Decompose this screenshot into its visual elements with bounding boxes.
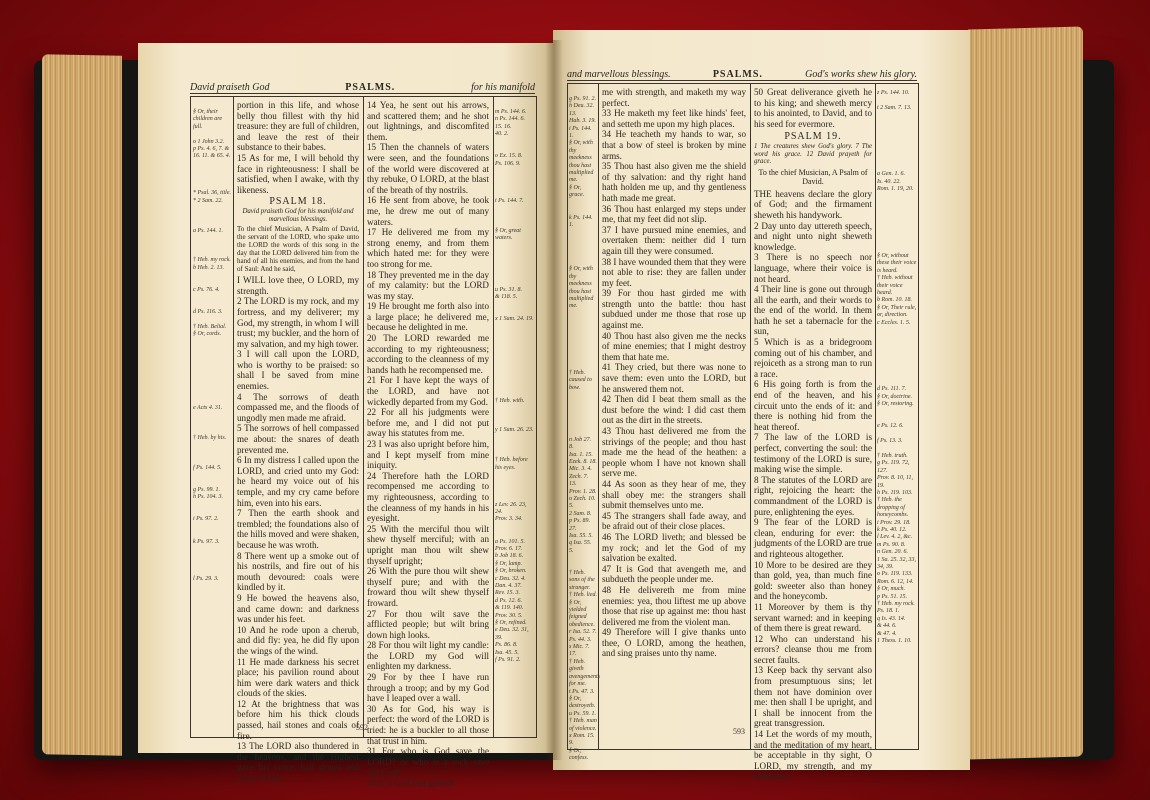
left-running-head bbox=[190, 79, 535, 94]
left-col2-text: 14 Yea, he sent out his arrows, and scattered them; and he shot out lightnings, and discomfited them. 15 Then the channels of waters were seen, and the foundations of the world were discovered at thy rebuke, O LORD, at the blast of the breath of thy nostrils. 16 He sent from above, he took me, he drew me out of many waters. 17 He delivered me from my strong enemy, and from them which hated me: for they were too strong for me. 18 They prevented me in the day of my calamity: but the LORD was my stay. 19 He brought me forth also into a large place; he delivered me, because he delighted in me. 20 The LORD rewarded me according to my righteousness; according to the cleanness of my hands hath he recompensed me. 21 For I have kept the ways of the LORD, and have not wickedly departed from my God. 22 For all his judgments were before me, and I did not put away his statutes from me. 23 I was also upright before him, and I kept myself from mine iniquity. 24 Therefore hath the LORD recompensed me according to my righteousness, according to the cleanness of my hands in his eyesight. 25 With the merciful thou wilt shew thyself merciful; with an upright man thou wilt shew thyself upright; 26 With the pure thou wilt shew thyself pure; and with the froward thou wilt shew thyself froward. 27 For thou wilt save the afflicted people; but wilt bring down high looks. 28 For thou wilt light my candle: the LORD my God will enlighten my darkness. 29 For by thee I have run through a troop; and by my God have I leaped over a wall. 30 As for God, his way is perfect: the word of the LORD is tried: he is a buckler to all those that trust in him. 31 For who is God save the LORD? or who is a rock save our God? 32 It is God that girdeth bbox=[367, 100, 489, 788]
page-edges-left bbox=[42, 54, 122, 755]
left-col1-text: portion in this life, and whose belly thou fillest with thy hid treasure: they are full of children, and leave the rest of their substance to their babes. 15 As for me, I will behold thy face in righteousness: I shall be satisfied, when I awake, with thy likeness. bbox=[237, 100, 359, 195]
left-page bbox=[138, 43, 553, 788]
psalm-19-summary: 1 The creatures shew God's glory. 7 The word his grace. 12 David prayeth for grace. bbox=[754, 142, 872, 166]
left-head-center: PSALMS. bbox=[345, 82, 396, 93]
psalm-18-superscription: To the chief Musician, A Psalm of David, the servant of the LORD, who spake unto the LORD the words of this song in the day that the LORD delivered him from the hand of all his enemies, and from the hand of Saul: And he said, bbox=[237, 225, 359, 274]
right-page-number: 593 bbox=[733, 727, 745, 736]
psalm-18-heading: PSALM 18. bbox=[269, 196, 327, 208]
left-column-1 bbox=[237, 100, 359, 784]
right-head-center: PSALMS. bbox=[712, 69, 763, 80]
left-col1-verses: I WILL love thee, O LORD, my strength. 2 The LORD is my rock, and my fortress, and my deliverer; my God, my strength, in whom I will trust; my buckler, and the horn of my salvation, and my high tower. 3 I will call upon the LORD, who is worthy to be praised: so shall I be saved from mine enemies. 4 The sorrows of death compassed me, and the floods of ungodly men made me afraid. 5 The sorrows of hell compassed me about: the snares of death prevented me. 6 In my distress I called upon the LORD, and cried unto my God: he heard my voice out of his temple, and my cry came before him, even into his ears. 7 Then the earth shook and trembled; the foundations also of the hills moved and were shaken, because he was wroth. 8 There went up a smoke out of his nostrils, and fire out of his mouth devoured: coals were kindled by it. 9 He bowed the heavens also, and came down: and darkness was under his feet. 10 And he rode upon a cherub, and did fly: yea, he did fly upon the wings of the wind. 11 He made darkness his secret place; his pavilion round about him were dark waters and thick clouds of the skies. 12 At the brightness that was before him his thick clouds passed, hail stones and coals of fire. 13 The LORD also thundered in the heavens, and the Highest gave his voice; hail stones and coals of fire. bbox=[237, 275, 359, 784]
right-column-1 bbox=[602, 87, 746, 743]
right-col1-text: me with strength, and maketh my way perfect. 33 He maketh my feet like hinds' feet, and setteth me upon my high places. 34 He teacheth my hands to war, so that a bow of steel is broken by mine arms. 35 Thou hast also given me the shield of thy salvation: and thy right hand hath holden me up, and thy gentleness hath made me great. 36 Thou hast enlarged my steps under me, that my feet did not slip. 37 I have pursued mine enemies, and overtaken them: neither did I turn again till they were consumed. 38 I have wounded them that they were not able to rise: they are fallen under my feet. 39 For thou hast girded me with strength unto the battle: thou hast subdued under me those that rose up against me. 40 Thou hast also given me the necks of mine enemies; that I might destroy them that hate me. 41 They cried, but there was none to save them: even unto the LORD, but he answered them not. 42 Then did I beat them small as the dust before the wind: I did cast them out as the dirt in the streets. 43 Thou hast delivered me from the strivings of the people; and thou hast made me the head of the heathen: a people whom I have not known shall serve me. 44 As soon as they hear of me, they shall obey me: the strangers shall submit themselves unto me. 45 The strangers shall fade away, and be afraid out of their close places. 46 The LORD liveth; and blessed be my rock; and let the God of my salvation be exalted. 47 It is God that avengeth me, and subdueth the people under me. 48 He delivereth me from mine enemies: yea, thou liftest me up above those that rise up against me: thou hast delivered me from the violent man. 49 Therefore will I give thanks unto thee, O LORD, among the heathen, and sing praises unto thy name. bbox=[602, 87, 746, 659]
right-col2-top: 50 Great deliverance giveth he to his king; and sheweth mercy to his anointed, to David, and to his seed for evermore. bbox=[754, 87, 872, 129]
left-head-right: for his manifold bbox=[471, 82, 535, 93]
left-column-2 bbox=[367, 100, 489, 788]
right-page-frame bbox=[567, 83, 919, 782]
gutter-shadow bbox=[545, 40, 563, 760]
right-margin-notes-right: z Ps. 144. 10. t 2 Sam. 7. 13. a Gen. 1. 6. Is. 40. 22. Rom. 1. 19, 20. § Or, without these their voice is heard. † Heb. without their voice heard. b Rom. 10. 18. § Or, Their rule, or, direction. c Eccles. 1. 5. d Ps. 111. 7. § Or, doctrine. § Or, restoring. e Ps. 12. 6. f Ps. 13. 3. † Heb. truth. g Ps. 119. 72, 127. Prov. 8. 10, 11, 19. h Ps. 119. 103. † Heb. the dropping of honeycombs. i Prov. 29. 18. k Ps. 40. 12. l Lev. 4. 2, &c. m Ps. 90. 8. n Gen. 20. 6. 1 Sa. 25. 32, 33, 34, 39. o Ps. 119. 133. Rom. 6. 12, 14. § Or, much. p Ps. 51. 15. † Heb. my rock. Ps. 18. 1. q Is. 43. 14. & 44. 6. & 47. 4. 1 Thess. 1. 10. bbox=[877, 90, 917, 645]
page-edges-right bbox=[968, 26, 1083, 759]
left-page-number: 592 bbox=[356, 723, 368, 732]
psalm-19-superscription: To the chief Musician, A Psalm of David. bbox=[758, 167, 868, 186]
psalm-18-summary: David praiseth God for his manifold and marvellous blessings. bbox=[242, 207, 354, 223]
right-margin-notes-left: g Ps. 91. 2. h Deu. 32. 13. Hab. 3. 19. i Ps. 144. 1. § Or, with thy meekness thou hast multiplied me. § Or, grace. k Ps. 144. 1. § Or, with thy meekness thou hast multiplied me. † Heb. caused to bow. n Job 27. 8. Isa. 1. 15. Ezek. 8. 18. Mic. 3. 4. Zech. 7. 13. Prov. 1. 28. o Zech. 10. 5. 2 Sam. 8. p Ps. 89. 27. Isa. 55. 5. q Isa. 55. 5. † Heb. sons of the stranger. † Heb. lied. § Or, yielded feigned obedience. r Isa. 52. 7. Ps. 44. 3. s Mic. 7. 17. † Heb. giveth avengements for me. t Ps. 47. 3. § Or, destroyeth. u Ps. 59. 1. † Heb. man of violence. x Rom. 15. 9. § Or, confess. bbox=[569, 96, 600, 762]
right-head-right: God's works shew his glory. bbox=[805, 69, 917, 80]
left-page-frame bbox=[190, 96, 537, 788]
psalm-19-heading: PSALM 19. bbox=[784, 131, 842, 143]
right-page bbox=[553, 30, 970, 782]
left-right-margin-notes: m Ps. 144. 6. n Ps. 144. 6. 15. 16. 40. 2. o Ex. 15. 8. Ps. 106. 9. t Ps. 144. 7. § Or, great waters. u Ps. 31. 8. & 118. 5. x 1 Sam. 24. 19. † Heb. with. y 1 Sam. 26. 23. † Heb. before his eyes. z Lev. 26. 23, 24. Prov. 3. 34. a Ps. 101. 5. Prov. 6. 17. b Job 18. 6. § Or, lamp. § Or, broken. c Deu. 32. 4. Dan. 4. 37. Rev. 15. 3. d Ps. 12. 6. & 119. 140. Prov. 30. 5. § Or, refined. e Deu. 32. 31, 39. Ps. 86. 8. Isa. 45. 5. f Ps. 91. 2. bbox=[495, 109, 534, 664]
left-margin-notes: § Or, their children are full. o 1 John 3.2. p Ps. 4. 6, 7. & 16. 11. & 65. 4. * Psal. 36, title. * 2 Sam. 22. a Ps. 144. 1. † Heb. my rock. b Heb. 2. 13. c Ps. 76. 4. d Ps. 116. 3. † Heb. Belial. § Or, cords. e Acts 4. 31. † Heb. by his. f Ps. 144. 5. g Ps. 99. 1. h Ps. 104. 3. i Ps. 97. 2. k Ps. 97. 3. l Ps. 29. 3. bbox=[193, 109, 231, 582]
left-head-left: David praiseth God bbox=[190, 82, 270, 93]
right-col2-verses: THE heavens declare the glory of God; and the firmament sheweth his handywork. 2 Day unto day uttereth speech, and night unto night sheweth knowledge. 3 There is no speech nor language, where their voice is not heard. 4 Their line is gone out through all the earth, and their words to the end of the world. In them hath he set a tabernacle for the sun, 5 Which is as a bridegroom coming out of his chamber, and rejoiceth as a strong man to run a race. 6 His going forth is from the end of the heaven, and his circuit unto the ends of it: and there is nothing hid from the heat thereof. 7 The law of the LORD is perfect, converting the soul: the testimony of the LORD is sure, making wise the simple. 8 The statutes of the LORD are right, rejoicing the heart: the commandment of the LORD is pure, enlightening the eyes. 9 The fear of the LORD is clean, enduring for ever: the judgments of the LORD are true and righteous altogether. 10 More to be desired are they than gold, yea, than much fine gold: sweeter also than honey and the honeycomb. 11 Moreover by them is thy servant warned: and in keeping of them there is great reward. 12 Who can understand his errors? cleanse thou me from secret faults. 13 Keep back thy servant also from presumptuous sins; let them not have dominion over me: then shall I be upright, and I shall be innocent from the great transgression. 14 Let the words of my mouth, and the meditation of my heart, be acceptable in thy sight, O LORD, my strength, and my redeemer. bbox=[754, 188, 872, 782]
right-running-head bbox=[567, 66, 917, 81]
right-head-left: and marvellous blessings. bbox=[567, 69, 671, 80]
right-column-2 bbox=[754, 87, 872, 782]
